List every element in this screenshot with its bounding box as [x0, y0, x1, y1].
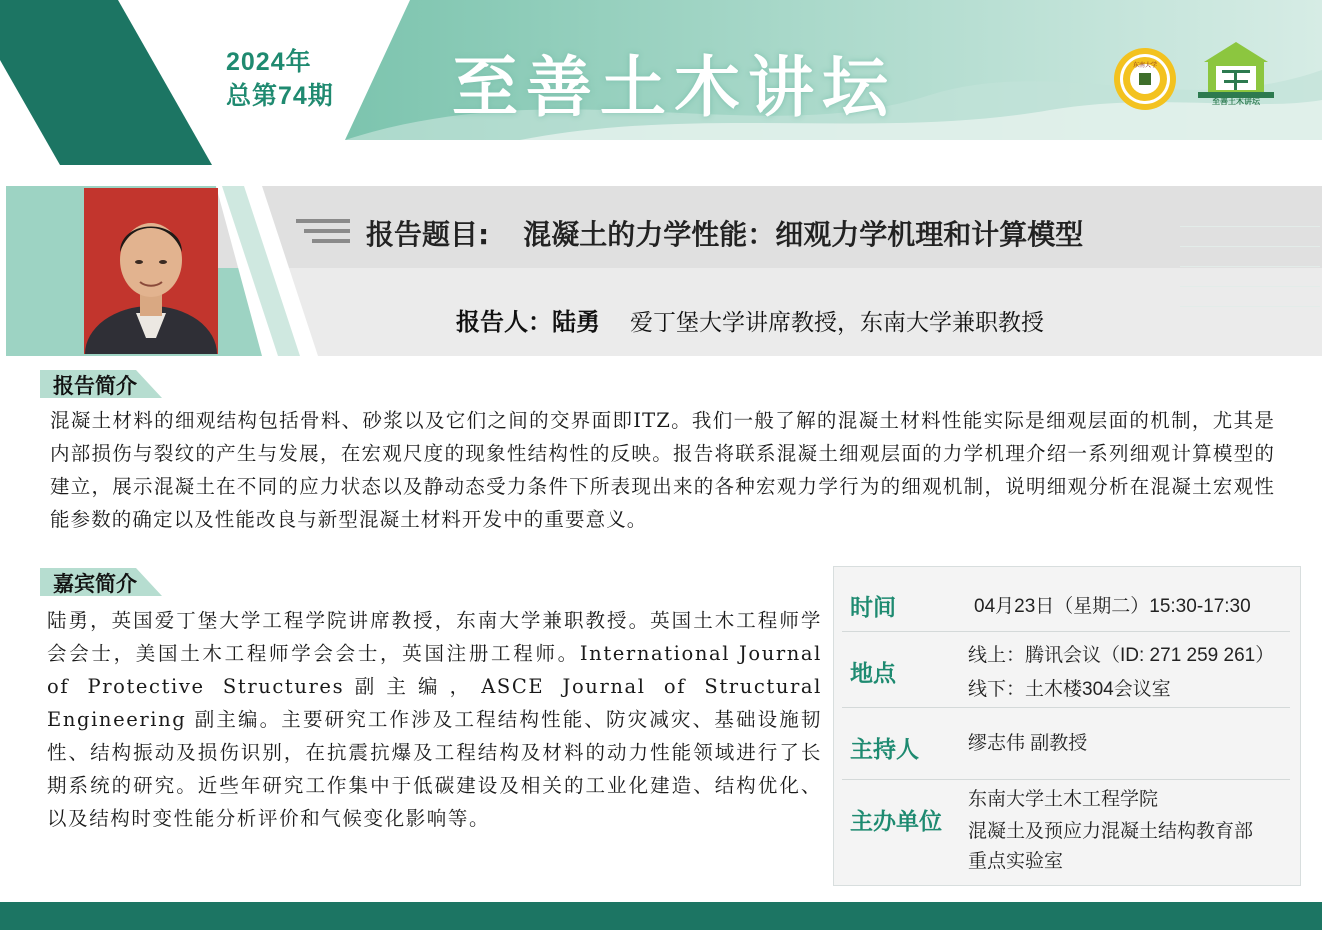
bio-text: 陆勇，英国爱丁堡大学工程学院讲席教授，东南大学兼职教授。英国土木工程师学会会士，美国土木工程师学会会士，英国注册工程师。International Journal of Protective Structures副主编，ASCE Journal of Structural Engineering 副主编。主要研究工作涉及工程结构性能、防灾减灾、基础设施韧性、结构振动及损伤识别，在抗震抗爆及工程结构及材料的动力性能领域进行了长期系统的研究。近些年研究工作集中于低碳建设及相关的工业化建造、结构优化、以及结构时变性能分析评价和气候变化影响等。: [47, 609, 822, 830]
place-online: 线上：腾讯会议（ID: 271 259 261）: [968, 645, 1275, 666]
forum-logo-label: 至善土木讲坛: [1212, 97, 1260, 106]
talk-topic: [366, 213, 1083, 253]
host-label: 主持人: [850, 737, 919, 763]
time-label: 时间: [850, 595, 896, 621]
host-value: 缪志伟 副教授: [968, 733, 1088, 754]
topic-text: 混凝土的力学性能：细观力学机理和计算模型: [523, 218, 1084, 251]
footer-bar: [0, 902, 1322, 930]
issue-number: 总第74期: [226, 82, 334, 110]
place-label: 地点: [850, 661, 896, 687]
speaker-title: 爱丁堡大学讲席教授，东南大学兼职教授: [630, 310, 1044, 336]
time-value: 04月23日（星期二）15:30-17:30: [974, 596, 1251, 617]
event-info-box: [833, 566, 1301, 886]
organizer-line-1: 东南大学土木工程学院: [968, 789, 1159, 810]
topic-label: 报告题目:: [366, 218, 490, 251]
abstract-text: 混凝土材料的细观结构包括骨料、砂浆以及它们之间的交界面即ITZ。我们一般了解的混凝土材料性能实际是细观层面的机制，尤其是内部损伤与裂纹的产生与发展，在宏观尺度的现象性结构性的反映。报告将联系混凝土细观层面的力学机理介绍一系列细观计算模型的建立，展示混凝土在不同的应力状态以及静动态受力条件下所表现出来的各种宏观力学行为的细观机制，说明细观分析在混凝土宏观性能参数的确定以及性能改良与新型混凝土材料开发中的重要意义。: [50, 409, 1275, 531]
seu-logo: [1113, 47, 1177, 111]
bio-heading-text: 嘉宾简介: [53, 572, 137, 596]
speaker-photo: [84, 188, 218, 354]
divider: [842, 707, 1290, 708]
place-offline: 线下：土木楼304会议室: [968, 679, 1171, 700]
divider: [842, 779, 1290, 780]
menu-lines-icon: [296, 218, 350, 244]
svg-text:东南大学: 东南大学: [1132, 62, 1158, 69]
forum-title: 至善土木讲坛: [452, 49, 896, 126]
abstract-heading-text: 报告简介: [53, 374, 137, 398]
divider: [842, 631, 1290, 632]
organizer-line-3: 重点实验室: [968, 851, 1064, 872]
organizer-label: 主办单位: [850, 809, 942, 835]
organizer-line-2: 混凝土及预应力混凝土结构教育部: [968, 821, 1254, 842]
issue-year: 2024年: [226, 48, 312, 76]
speaker-name: 报告人：陆勇: [456, 308, 600, 336]
speaker-info: [456, 302, 1044, 337]
poster-header: [0, 0, 1322, 170]
